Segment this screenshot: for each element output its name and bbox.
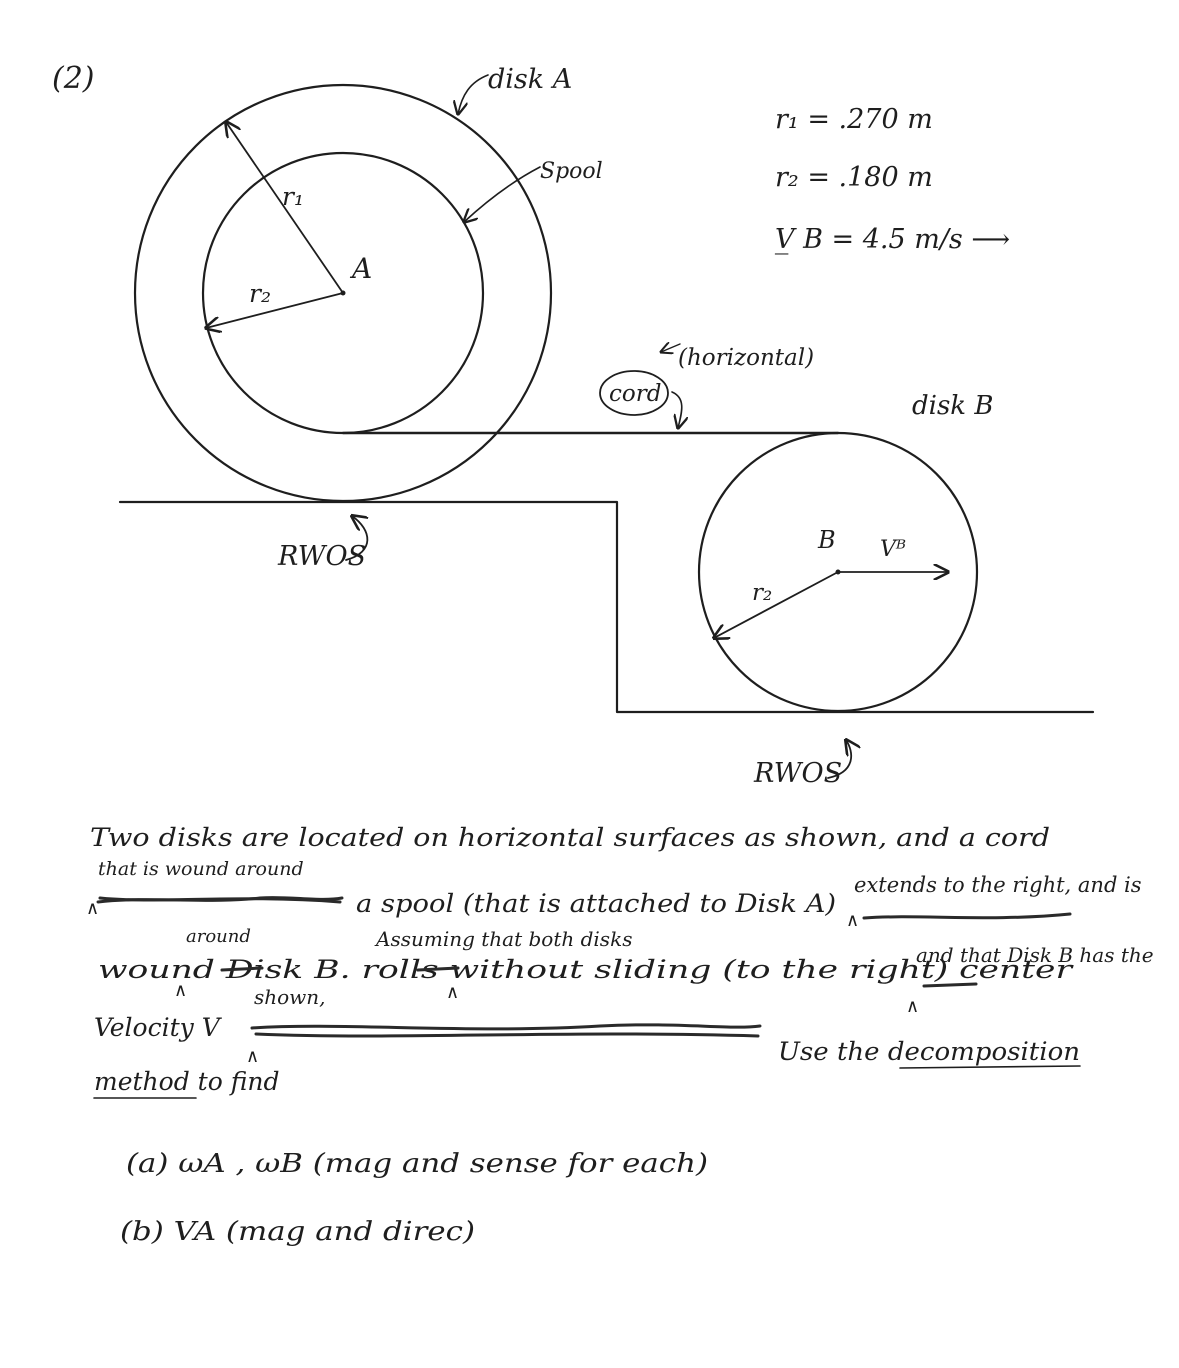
statement-insert-4: shown, — [254, 985, 326, 1009]
caret-4: ∧ — [246, 1046, 260, 1067]
center-b-label: B — [818, 526, 836, 554]
statement-line-5: method to find — [94, 1067, 280, 1096]
caret-1: ∧ — [86, 898, 100, 919]
center-a-label: A — [352, 252, 373, 285]
givens — [774, 104, 1010, 255]
statement-line-1: Two disks are located on horizontal surfaces as shown, and a cord — [90, 823, 1050, 852]
spool-leader — [464, 167, 540, 222]
statement-insert-3c: and that Disk B has the — [916, 943, 1154, 967]
part-a: (a) ωA , ωB (mag and sense for each) — [126, 1149, 708, 1179]
statement-insert-2: extends to the right, and is — [854, 873, 1142, 897]
strikeout-3b — [418, 968, 458, 970]
strikeout-3c — [924, 984, 976, 986]
caret-3b: ∧ — [446, 982, 460, 1003]
cord-leader — [672, 392, 682, 428]
r2-label-a: r₂ — [249, 279, 271, 308]
strikeout-2 — [864, 914, 1070, 918]
strikeout-4 — [252, 1025, 760, 1029]
statement-line-4-pre: Velocity V — [94, 1013, 220, 1042]
horizontal-label: (horizontal) — [678, 345, 815, 371]
statement-insert-3b: Assuming that both disks — [376, 927, 633, 951]
strikeout-4b — [256, 1034, 758, 1036]
part-b: (b) VA (mag and direc) — [120, 1217, 475, 1247]
given-r1: r₁ = .270 m — [775, 104, 933, 135]
disk-a-leader — [458, 75, 488, 114]
problem-statement — [86, 823, 1154, 1247]
given-vb: V̲ B = 4.5 m/s ⟶ — [775, 224, 1011, 255]
caret-3c: ∧ — [906, 996, 920, 1017]
spool-label: Spool — [540, 159, 603, 184]
r1-label: r₁ — [282, 182, 304, 211]
diagram — [120, 64, 1093, 789]
disk-b-label: disk B — [912, 391, 994, 421]
rwos-a-label: RWOS — [278, 541, 367, 572]
caret-2: ∧ — [846, 910, 860, 931]
given-r2: r₂ = .180 m — [775, 162, 933, 193]
statement-line-2: a spool (that is attached to Disk A) — [356, 889, 836, 918]
statement-insert-1: that is wound around — [98, 858, 304, 880]
upper-ground-line — [120, 502, 1093, 712]
strikeout-3a — [222, 968, 262, 970]
cord-label: cord — [609, 381, 662, 407]
vb-label: Vᴮ — [880, 537, 907, 562]
disk-a-label: disk A — [488, 64, 573, 95]
statement-insert-3a: around — [186, 926, 251, 947]
r2-label-b: r₂ — [752, 580, 773, 606]
caret-3a: ∧ — [174, 980, 188, 1001]
rwos-b-label: RWOS — [754, 758, 843, 789]
underline-decomposition — [900, 1066, 1080, 1068]
problem-number: (2) — [52, 61, 95, 96]
r2-arrow-a — [206, 293, 343, 328]
statement-line-4-post: Use the decomposition — [778, 1037, 1080, 1066]
statement-line-3: wound Disk B. rolls without sliding (to the right) center — [98, 955, 1075, 984]
r2-arrow-b — [714, 572, 838, 638]
